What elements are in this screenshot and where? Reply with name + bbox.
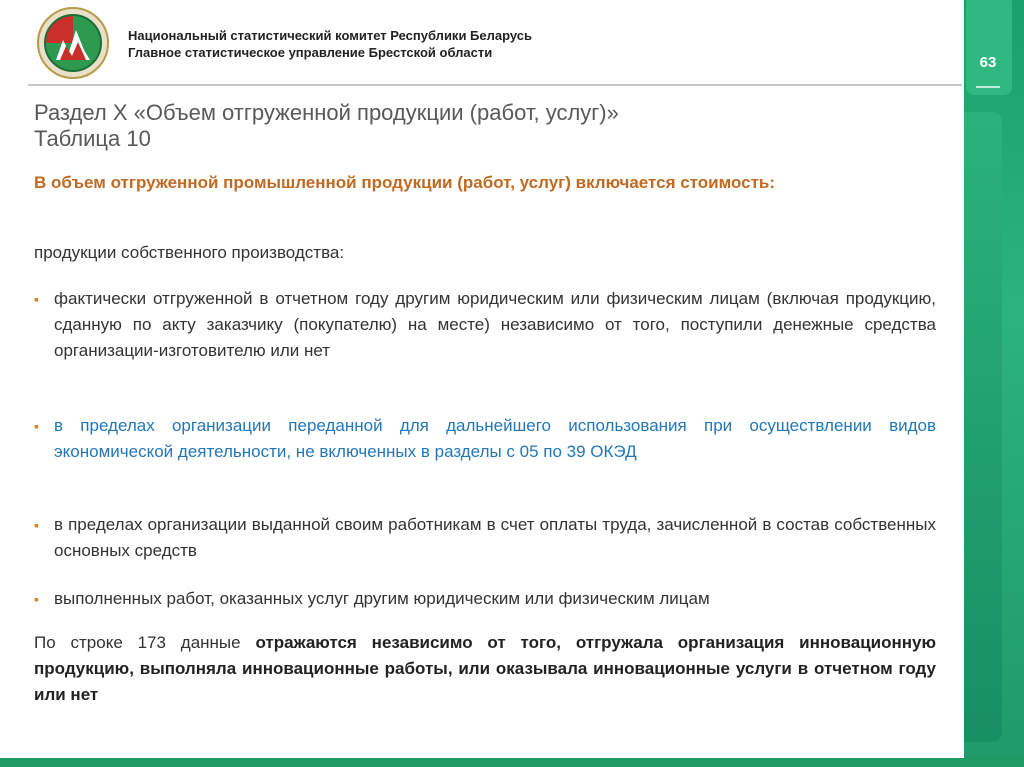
list-item-text: в пределах организации переданной для дальнейшего использования при осуществлении видов экономической деятельности, не включенных в разделы с 05 по 39 ОКЭД: [54, 416, 936, 461]
lead-text: В объем отгруженной промышленной продукции (работ, услуг) включается стоимость:: [34, 173, 776, 192]
list-item: [34, 413, 936, 465]
header-divider: [28, 84, 962, 86]
title-line-2: Таблица 10: [34, 126, 151, 151]
square-bullet-icon: ▪: [34, 418, 39, 434]
list-item-text: выполненных работ, оказанных услуг другим юридическим или физическим лицам: [54, 589, 710, 608]
square-bullet-icon: ▪: [34, 291, 39, 307]
list-item: [34, 512, 936, 564]
list-item-text: фактически отгруженной в отчетном году другим юридическим или физическим лицам (включая продукцию, сданную по акту заказчику (покупателю) на месте) независимо от того, поступили денежные средства организации-изготовителю или нет: [54, 289, 936, 360]
final-note-bold: отражаются независимо от того, отгружала организация инновационную продукцию, выполняла инновационные работы, или оказывала инновационные услуги в отчетном году или нет: [34, 633, 936, 704]
final-note: [34, 630, 936, 708]
list-item-text: в пределах организации выданной своим работникам в счет оплаты труда, зачисленной в состав собственных основных средств: [54, 515, 936, 560]
org-line-1: Национальный статистический комитет Республики Беларусь: [128, 28, 533, 43]
section-title: [34, 100, 934, 152]
belarus-statistics-emblem-icon: [36, 6, 110, 80]
page-number-underline: [976, 86, 1000, 88]
square-bullet-icon: ▪: [34, 517, 39, 533]
list-item: [34, 286, 936, 364]
square-bullet-icon: ▪: [34, 591, 39, 607]
side-decor-bar: [964, 112, 1002, 742]
organization-name: [128, 27, 532, 61]
bottom-strip: [0, 758, 1024, 767]
final-note-plain: По строке 173 данные: [34, 633, 256, 652]
list-item: [34, 586, 936, 612]
org-line-2: Главное статистическое управление Брестской области: [128, 45, 493, 60]
page-number: 63: [979, 54, 997, 71]
title-line-1: Раздел X «Объем отгруженной продукции (работ, услуг)»: [34, 100, 619, 125]
intro-text: продукции собственного производства:: [34, 243, 345, 262]
page-number-tab: [966, 0, 1012, 95]
